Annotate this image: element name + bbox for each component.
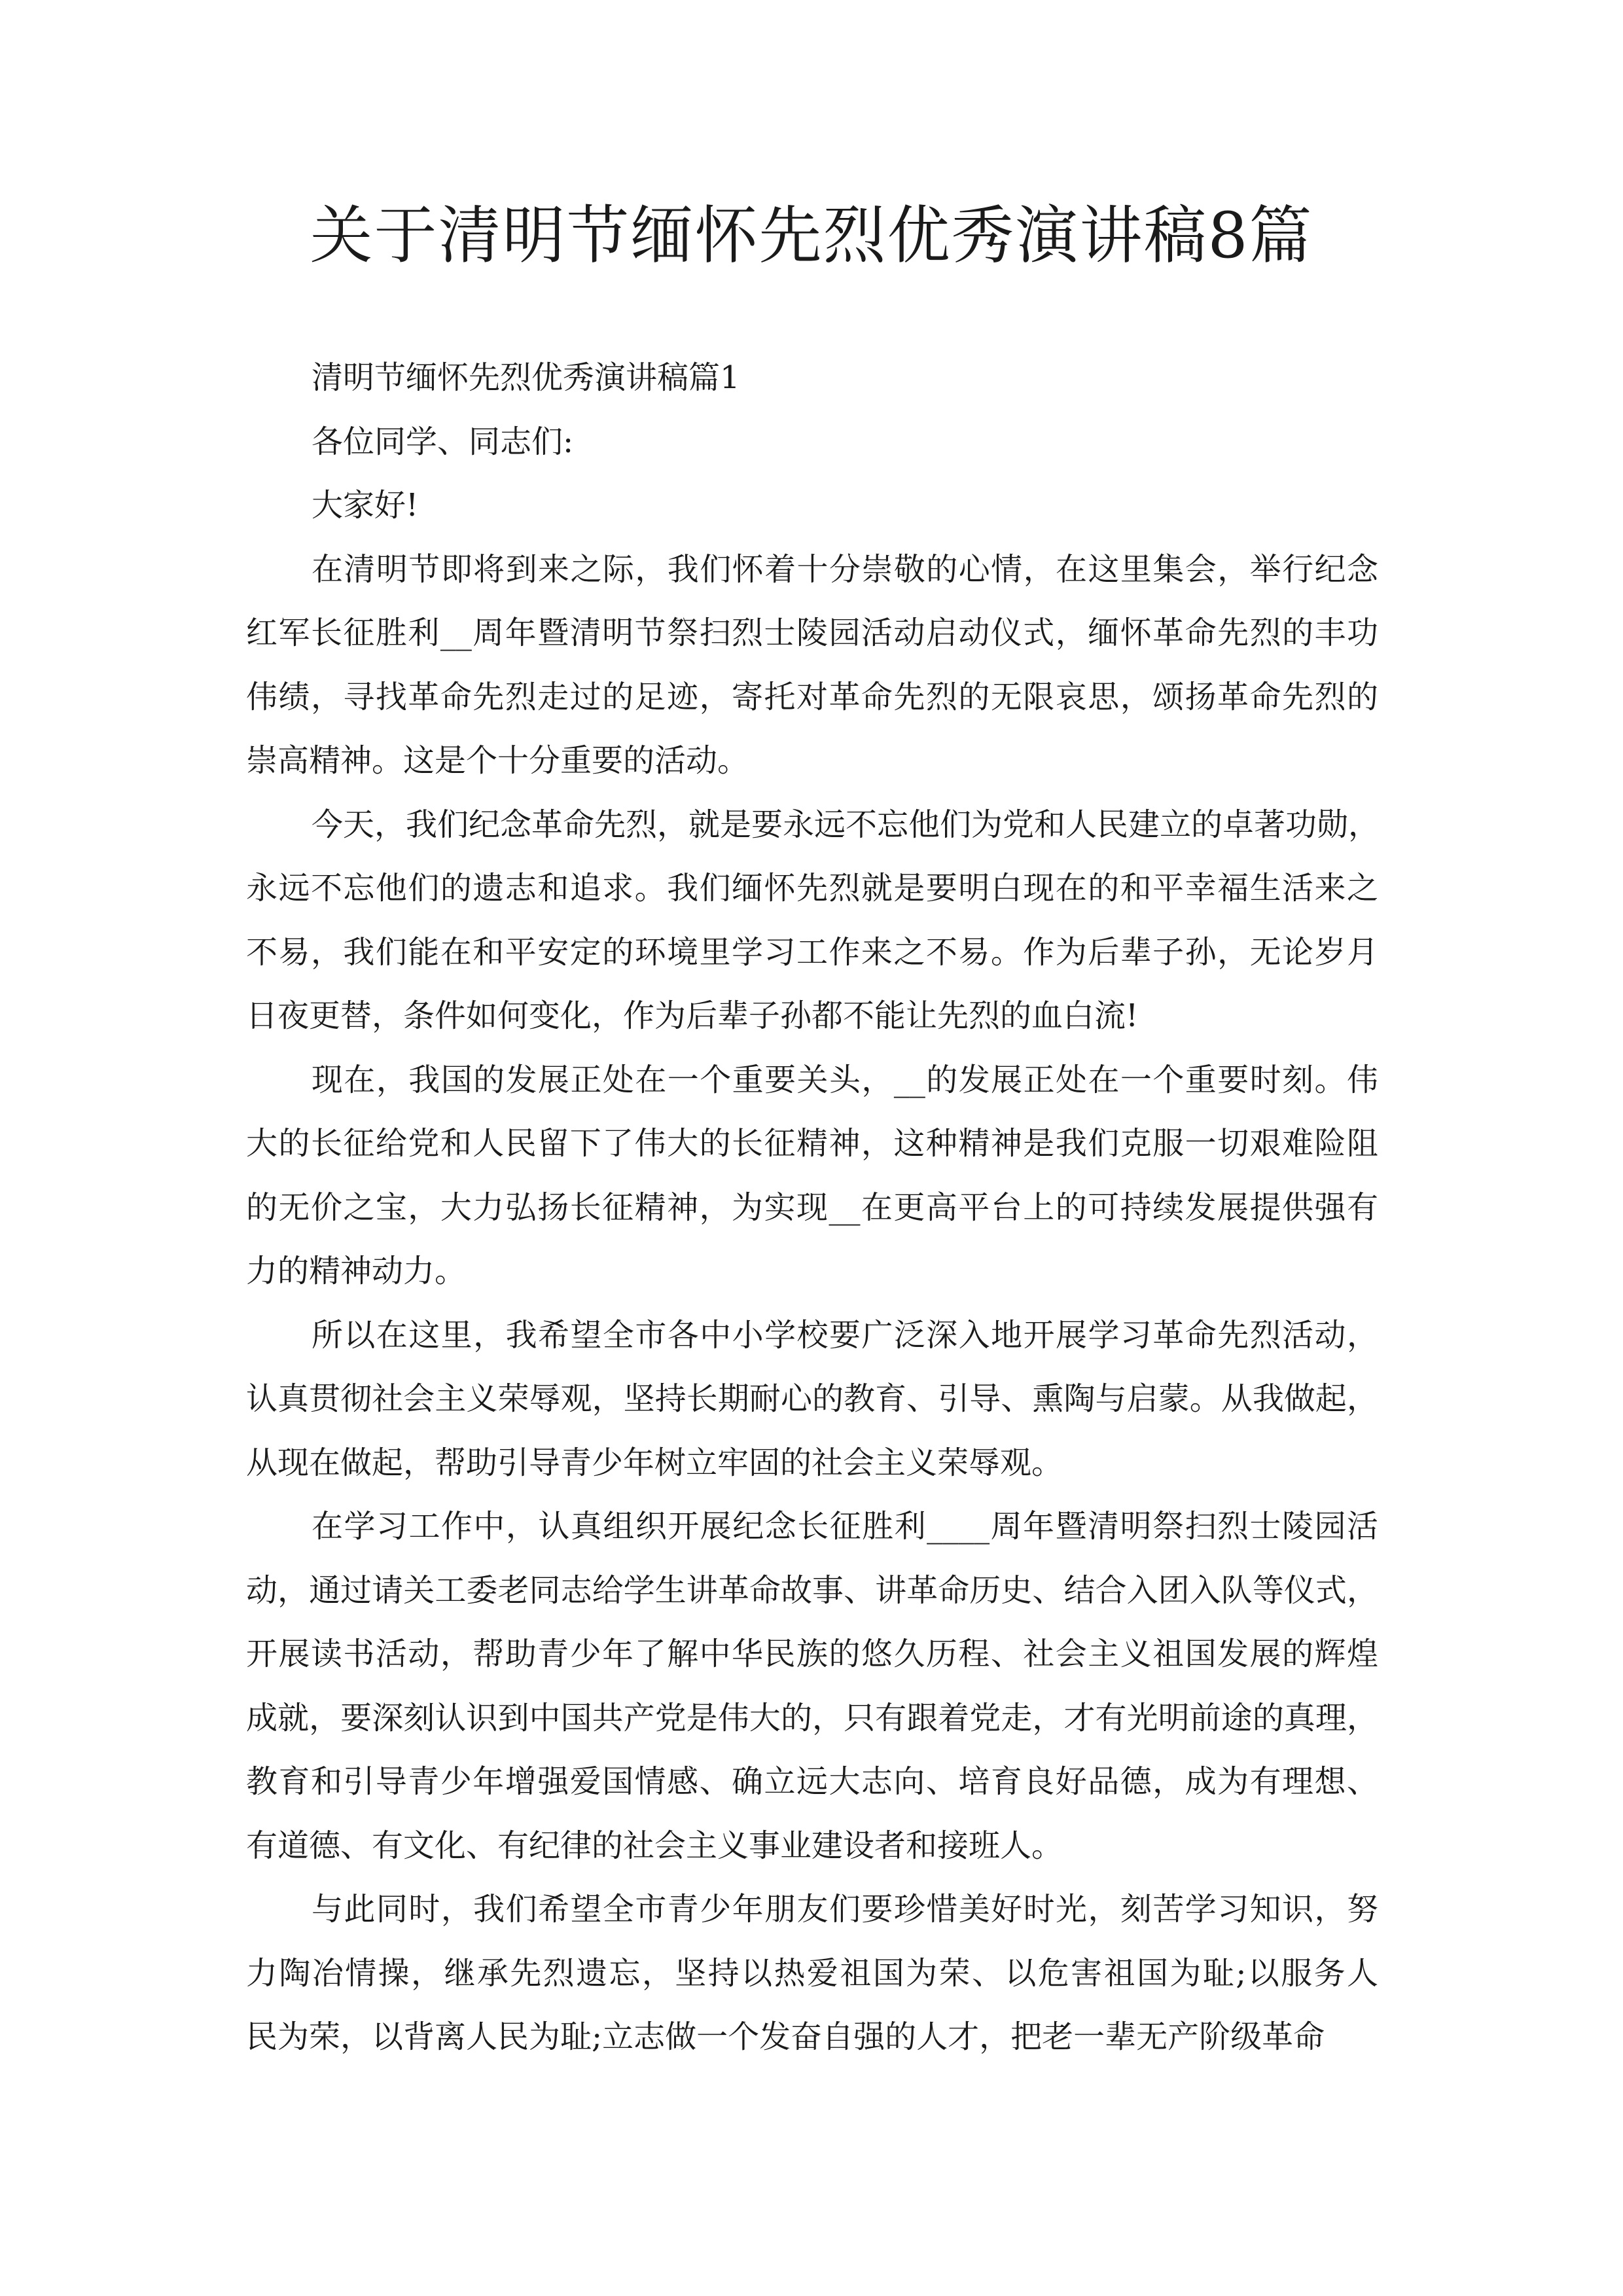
salutation bbox=[246, 474, 1378, 538]
text-line: 在清明节即将到来之际，我们怀着十分崇敬的心情，在这里集会，举行纪念 bbox=[312, 550, 1378, 588]
text-line: 所以在这里，我希望全市各中小学校要广泛深入地开展学习革命先烈活动， bbox=[312, 1316, 1378, 1354]
text-line: 动，通过请关工委老同志给学生讲革命故事、讲革命历史、结合入团入队等仪式， bbox=[246, 1571, 1378, 1609]
text-line: 在学习工作中，认真组织开展纪念长征胜利____周年暨清明祭扫烈士陵园活 bbox=[312, 1508, 1378, 1545]
document-body bbox=[246, 346, 1378, 2070]
text-line: 今天，我们纪念革命先烈，就是要永远不忘他们为党和人民建立的卓著功勋， bbox=[312, 806, 1380, 843]
text-line: 红军长征胜利__周年暨清明节祭扫烈士陵园活动启动仪式，缅怀革命先烈的丰功 bbox=[246, 615, 1378, 651]
paragraph bbox=[246, 1495, 1378, 1878]
text-line: 的无价之宝，大力弘扬长征精神，为实现__在更高平台上的可持续发展提供强有 bbox=[246, 1189, 1378, 1226]
text-line: 各位同学、同志们: bbox=[312, 423, 574, 460]
paragraph bbox=[246, 1049, 1378, 1304]
text-line: 从现在做起，帮助引导青少年树立牢固的社会主义荣辱观。 bbox=[246, 1444, 1063, 1481]
paragraph bbox=[246, 1304, 1378, 1496]
text-line: 教育和引导青少年增强爱国情感、确立远大志向、培育良好品德，成为有理想、 bbox=[246, 1763, 1378, 1800]
paragraph bbox=[246, 793, 1378, 1049]
text-line: 与此同时，我们希望全市青少年朋友们要珍惜美好时光，刻苦学习知识，努 bbox=[312, 1891, 1378, 1928]
text-line: 崇高精神。这是个十分重要的活动。 bbox=[246, 742, 749, 779]
text-line: 日夜更替，条件如何变化，作为后辈子孙都不能让先烈的血白流! bbox=[246, 997, 1139, 1034]
text-line: 力的精神动力。 bbox=[246, 1253, 467, 1289]
text-line: 有道德、有文化、有纪律的社会主义事业建设者和接班人。 bbox=[246, 1827, 1063, 1864]
paragraph bbox=[246, 538, 1378, 793]
text-line: 伟绩，寻找革命先烈走过的足迹，寄托对革命先烈的无限哀思，颂扬革命先烈的 bbox=[246, 678, 1378, 715]
text-line: 大的长征给党和人民留下了伟大的长征精神，这种精神是我们克服一切艰难险阻 bbox=[246, 1125, 1378, 1162]
salutation bbox=[246, 410, 1378, 475]
text-line: 永远不忘他们的遗志和追求。我们缅怀先烈就是要明白现在的和平幸福生活来之 bbox=[246, 870, 1378, 906]
text-line: 清明节缅怀先烈优秀演讲稿篇1 bbox=[312, 359, 740, 396]
document-title: 关于清明节缅怀先烈优秀演讲稿8篇 bbox=[310, 199, 1313, 272]
text-line: 大家好! bbox=[312, 487, 419, 524]
text-line: 不易，我们能在和平安定的环境里学习工作来之不易。作为后辈子孙，无论岁月 bbox=[246, 933, 1378, 971]
text-line: 民为荣，以背离人民为耻;立志做一个发奋自强的人才，把老一辈无产阶级革命 bbox=[246, 2018, 1325, 2055]
text-line: 成就，要深刻认识到中国共产党是伟大的，只有跟着党走，才有光明前途的真理， bbox=[246, 1699, 1378, 1736]
text-line: 认真贯彻社会主义荣辱观，坚持长期耐心的教育、引导、熏陶与启蒙。从我做起， bbox=[246, 1380, 1378, 1417]
text-line: 力陶冶情操，继承先烈遗忘，坚持以热爱祖国为荣、以危害祖国为耻;以服务人 bbox=[246, 1954, 1378, 1992]
text-line: 现在，我国的发展正处在一个重要关头，__的发展正处在一个重要时刻。伟 bbox=[312, 1061, 1378, 1098]
text-line: 开展读书活动，帮助青少年了解中华民族的悠久历程、社会主义祖国发展的辉煌 bbox=[246, 1636, 1378, 1672]
paragraph bbox=[246, 1878, 1378, 2070]
section-heading bbox=[246, 346, 1378, 410]
